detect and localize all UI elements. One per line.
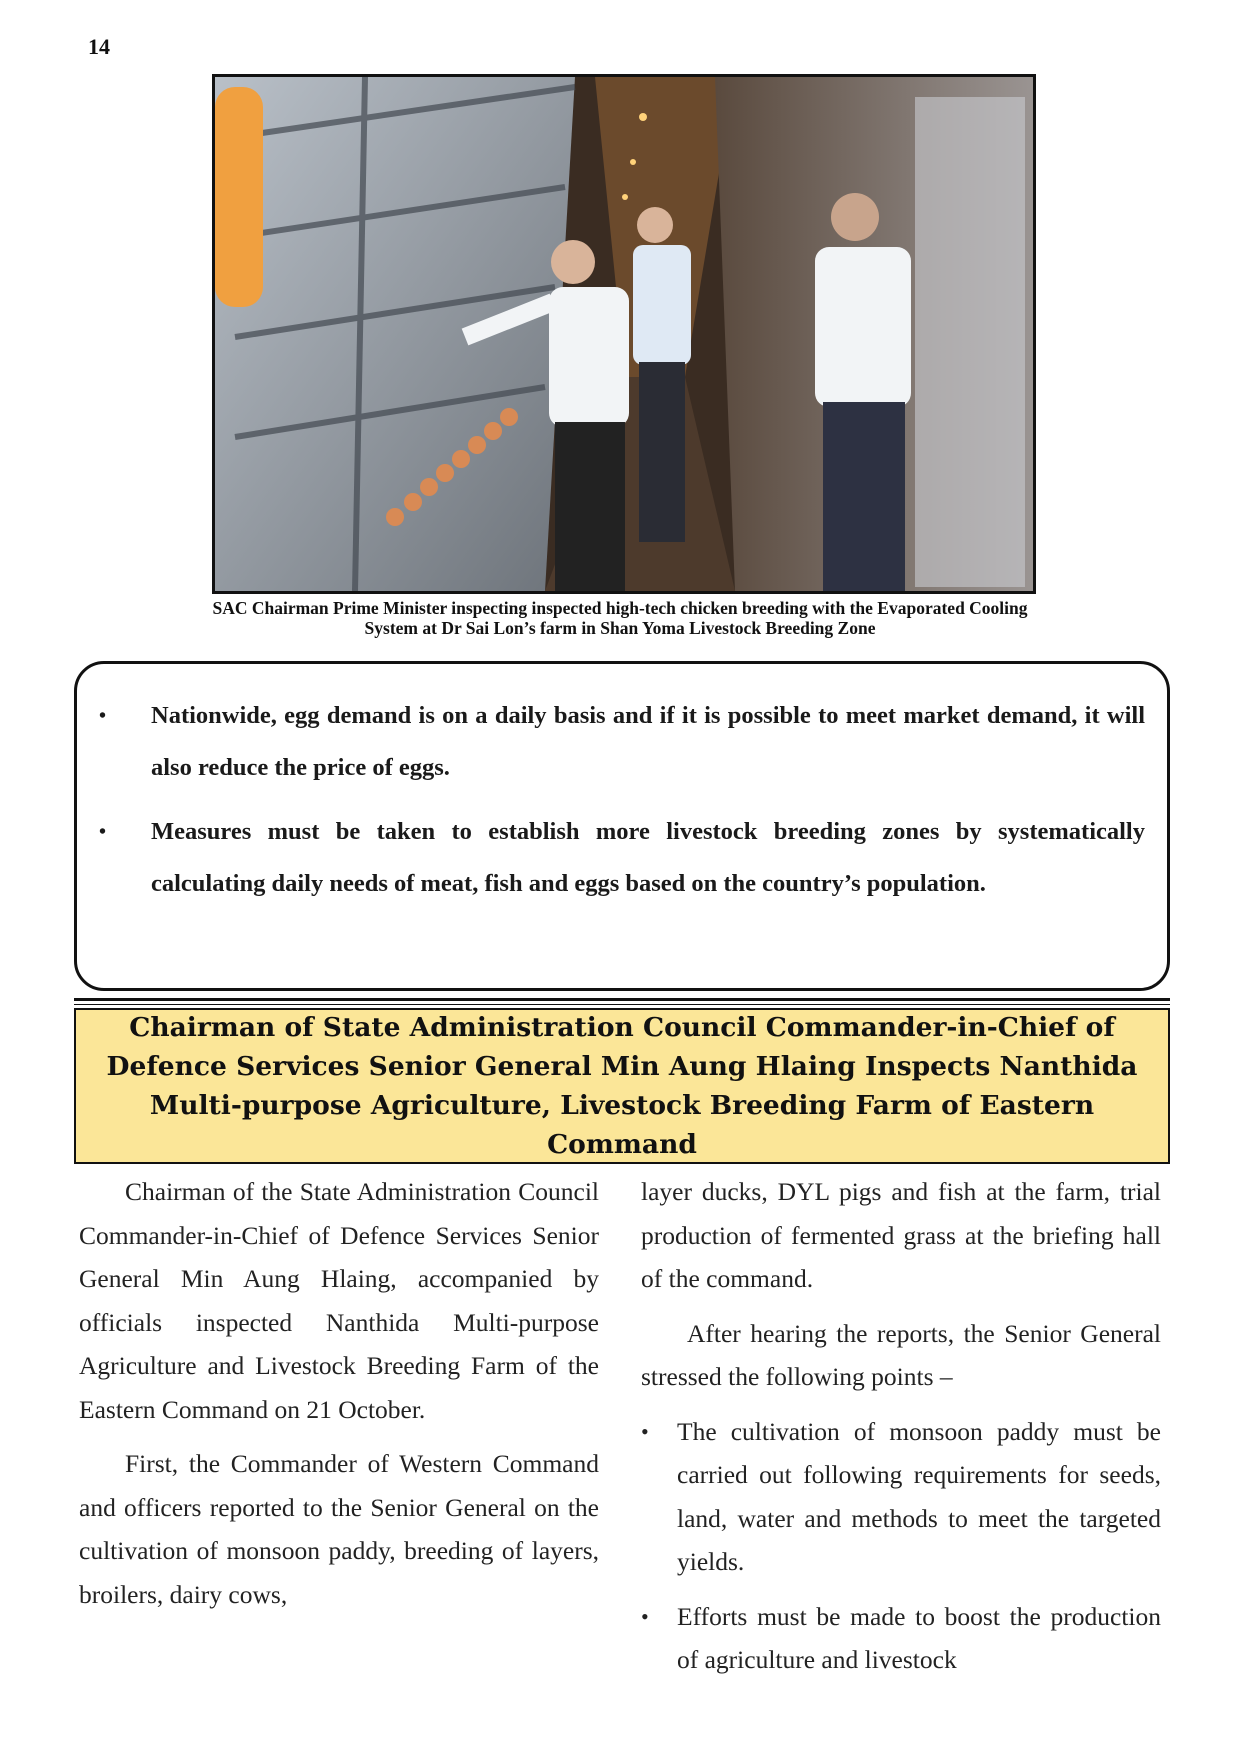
page-number: 14 [88,34,110,59]
divider-thick [74,998,1170,1001]
bullet-icon: • [99,821,107,843]
headline-box [74,1008,1170,1164]
bullet-icon: • [99,705,107,727]
article-paragraph: layer ducks, DYL pigs and fish at the farm, trial production of fermented grass at the briefing hall of the command. [641,1177,1161,1293]
key-point-item [97,806,1145,910]
article-paragraph: Chairman of the State Administration Council Commander-in-Chief of Defence Services Senior General Min Aung Hlaing, accompanied by officials inspected Nanthida Multi-purpose Agriculture and Livestock Breeding Farm of the Eastern Command on 21 October. [79,1177,599,1424]
article-headline: Chairman of State Administration Council Commander-in-Chief of Defence Services Senior General Min Aung Hlaing Inspects Nanthida Multi-purpose Agriculture, Livestock Breeding Farm of Eastern Command [106,1012,1138,1160]
list-item: • Efforts must be made to boost the production of agriculture and livestock [641,1595,1161,1682]
article-column-right [641,1170,1161,1693]
article-column-left [79,1170,599,1627]
photo-caption [110,598,1130,638]
key-point-text: Nationwide, egg demand is on a daily basis and if it is possible to meet market demand, it will also reduce the price of eggs. [151,702,1145,781]
key-point-item [97,690,1145,794]
key-point-text: Measures must be taken to establish more livestock breeding zones by systematically calculating daily needs of meat, fish and eggs based on the country’s population. [151,818,1145,897]
caption-line-2: System at Dr Sai Lon’s farm in Shan Yoma Livestock Breeding Zone [364,618,876,638]
points-list [641,1410,1161,1682]
article-paragraph: First, the Commander of Western Command and officers reported to the Senior General on the cultivation of monsoon paddy, breeding of layers, broilers, dairy cows, [79,1449,599,1609]
news-photo [212,74,1036,594]
divider-thin [74,1004,1170,1005]
key-points-box [74,661,1170,991]
caption-line-1: SAC Chairman Prime Minister inspecting inspected high-tech chicken breeding with the Evaporated Cooling [212,598,1028,618]
article-paragraph: After hearing the reports, the Senior General stressed the following points – [641,1318,1161,1391]
list-item: • The cultivation of monsoon paddy must be carried out following requirements for seeds, land, water and methods to meet the targeted yields. [641,1410,1161,1584]
